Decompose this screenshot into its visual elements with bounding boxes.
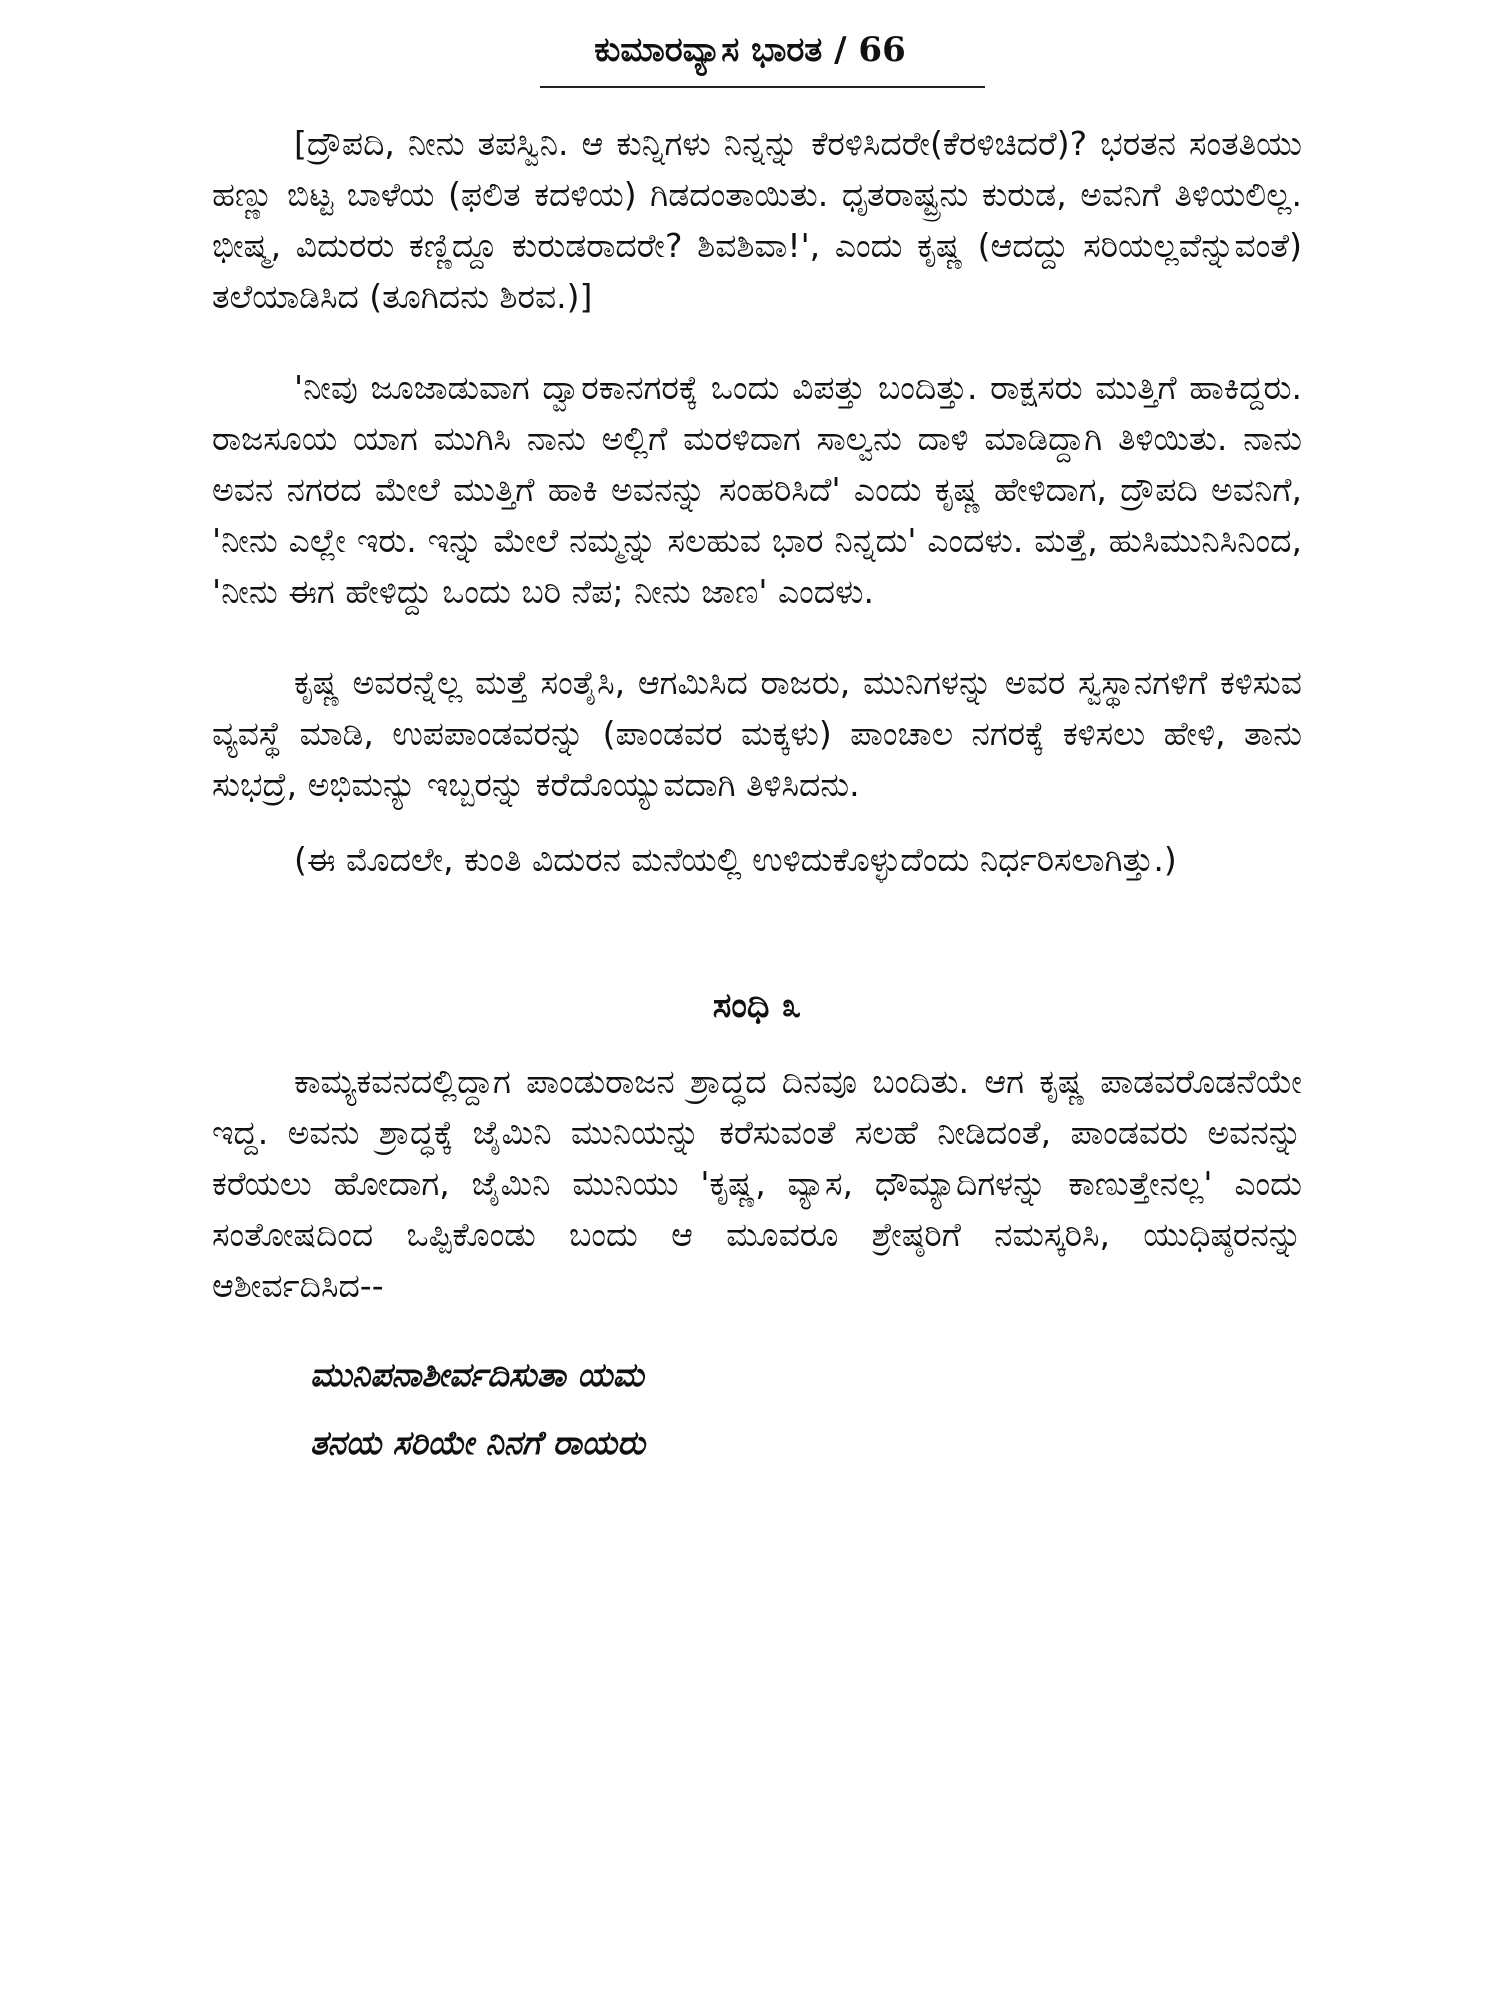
- section-heading: ಸಂಧಿ ೩: [712, 986, 802, 1026]
- page-header-title: ಕುಮಾರವ್ಯಾಸ ಭಾರತ / 66: [594, 30, 906, 70]
- verse-line-1: ಮುನಿಪನಾಶೀರ್ವದಿಸುತಾ ಯಮ: [310, 1355, 644, 1394]
- paragraph-4: (ಈ ಮೊದಲೇ, ಕುಂತಿ ವಿದುರನ ಮನೆಯಲ್ಲಿ ಉಳಿದುಕೊಳ್ಳುದೆಂದು ನಿರ್ಧರಿಸಲಾಗಿತ್ತು.): [294, 840, 1177, 879]
- paragraph-3: ಕೃಷ್ಣ ಅವರನ್ನೆಲ್ಲ ಮತ್ತೆ ಸಂತೈಸಿ, ಆಗಮಿಸಿದ ರಾಜರು, ಮುನಿಗಳನ್ನು ಅವರ ಸ್ವಸ್ಥಾನಗಳಿಗೆ ಕಳಿಸುವ ವ್ಯವಸ್ಥೆ ಮಾಡಿ, ಉಪಪಾಂಡವರನ್ನು (ಪಾಂಡವರ ಮಕ್ಕಳು) ಪಾಂಚಾಲ ನಗರಕ್ಕೆ ಕಳಿಸಲು ಹೇಳಿ, ತಾನು ಸುಭದ್ರೆ, ಅಭಿಮನ್ಯು ಇಬ್ಬರನ್ನು ಕರೆದೊಯ್ಯುವದಾಗಿ ತಿಳಿಸಿದನು.: [212, 663, 1302, 804]
- paragraph-2: 'ನೀವು ಜೂಜಾಡುವಾಗ ದ್ವಾರಕಾನಗರಕ್ಕೆ ಒಂದು ವಿಪತ್ತು ಬಂದಿತ್ತು. ರಾಕ್ಷಸರು ಮುತ್ತಿಗೆ ಹಾಕಿದ್ದರು. ರಾಜಸೂಯ ಯಾಗ ಮುಗಿಸಿ ನಾನು ಅಲ್ಲಿಗೆ ಮರಳಿದಾಗ ಸಾಲ್ವನು ದಾಳಿ ಮಾಡಿದ್ದಾಗಿ ತಿಳಿಯಿತು. ನಾನು ಅವನ ನಗರದ ಮೇಲೆ ಮುತ್ತಿಗೆ ಹಾಕಿ ಅವನನ್ನು ಸಂಹರಿಸಿದೆ' ಎಂದು ಕೃಷ್ಣ ಹೇಳಿದಾಗ, ದ್ರೌಪದಿ ಅವನಿಗೆ, 'ನೀನು ಎಲ್ಲೇ ಇರು. ಇನ್ನು ಮೇಲೆ ನಮ್ಮನ್ನು ಸಲಹುವ ಭಾರ ನಿನ್ನದು' ಎಂದಳು. ಮತ್ತೆ, ಹುಸಿಮುನಿಸಿನಿಂದ, 'ನೀನು ಈಗ ಹೇಳಿದ್ದು ಒಂದು ಬರಿ ನೆಪ; ನೀನು ಜಾಣ' ಎಂದಳು.: [212, 368, 1302, 611]
- verse-line-2: ತನಯ ಸರಿಯೇ ನಿನಗೆ ರಾಯರು: [310, 1423, 646, 1462]
- verse-block: [310, 1341, 1302, 1477]
- section-paragraph: ಕಾಮ್ಯಕವನದಲ್ಲಿದ್ದಾಗ ಪಾಂಡುರಾಜನ ಶ್ರಾದ್ಧದ ದಿನವೂ ಬಂದಿತು. ಆಗ ಕೃಷ್ಣ ಪಾಡವರೊಡನೆಯೇ ಇದ್ದ. ಅವನು ಶ್ರಾದ್ಧಕ್ಕೆ ಜೈಮಿನಿ ಮುನಿಯನ್ನು ಕರೆಸುವಂತೆ ಸಲಹೆ ನೀಡಿದಂತೆ, ಪಾಂಡವರು ಅವನನ್ನು ಕರೆಯಲು ಹೋದಾಗ, ಜೈಮಿನಿ ಮುನಿಯು 'ಕೃಷ್ಣ, ವ್ಯಾಸ, ಧೌಮ್ಯಾದಿಗಳನ್ನು ಕಾಣುತ್ತೇನಲ್ಲ' ಎಂದು ಸಂತೋಷದಿಂದ ಒಪ್ಪಿಕೊಂಡು ಬಂದು ಆ ಮೂವರೂ ಶ್ರೇಷ್ಠರಿಗೆ ನಮಸ್ಕರಿಸಿ, ಯುಧಿಷ್ಠರನನ್ನು ಆಶೀರ್ವದಿಸಿದ--: [212, 1062, 1302, 1305]
- header-divider: [540, 86, 985, 88]
- page-body: [212, 118, 1302, 1477]
- paragraph-1: [ದ್ರೌಪದಿ, ನೀನು ತಪಸ್ವಿನಿ. ಆ ಕುನ್ನಿಗಳು ನಿನ್ನನ್ನು ಕೆರಳಿಸಿದರೇ(ಕೆರಳಿಚಿದರೆ)? ಭರತನ ಸಂತತಿಯು ಹಣ್ಣು ಬಿಟ್ಟ ಬಾಳೆಯ (ಫಲಿತ ಕದಳಿಯ) ಗಿಡದಂತಾಯಿತು. ಧೃತರಾಷ್ಟ್ರನು ಕುರುಡ, ಅವನಿಗೆ ತಿಳಿಯಲಿಲ್ಲ. ಭೀಷ್ಮ, ವಿದುರರು ಕಣ್ಣಿದ್ದೂ ಕುರುಡರಾದರೇ? ಶಿವಶಿವಾ!', ಎಂದು ಕೃಷ್ಣ (ಆದದ್ದು ಸರಿಯಲ್ಲವೆನ್ನುವಂತೆ) ತಲೆಯಾಡಿಸಿದ (ತೂಗಿದನು ಶಿರವ.)]: [212, 124, 1302, 316]
